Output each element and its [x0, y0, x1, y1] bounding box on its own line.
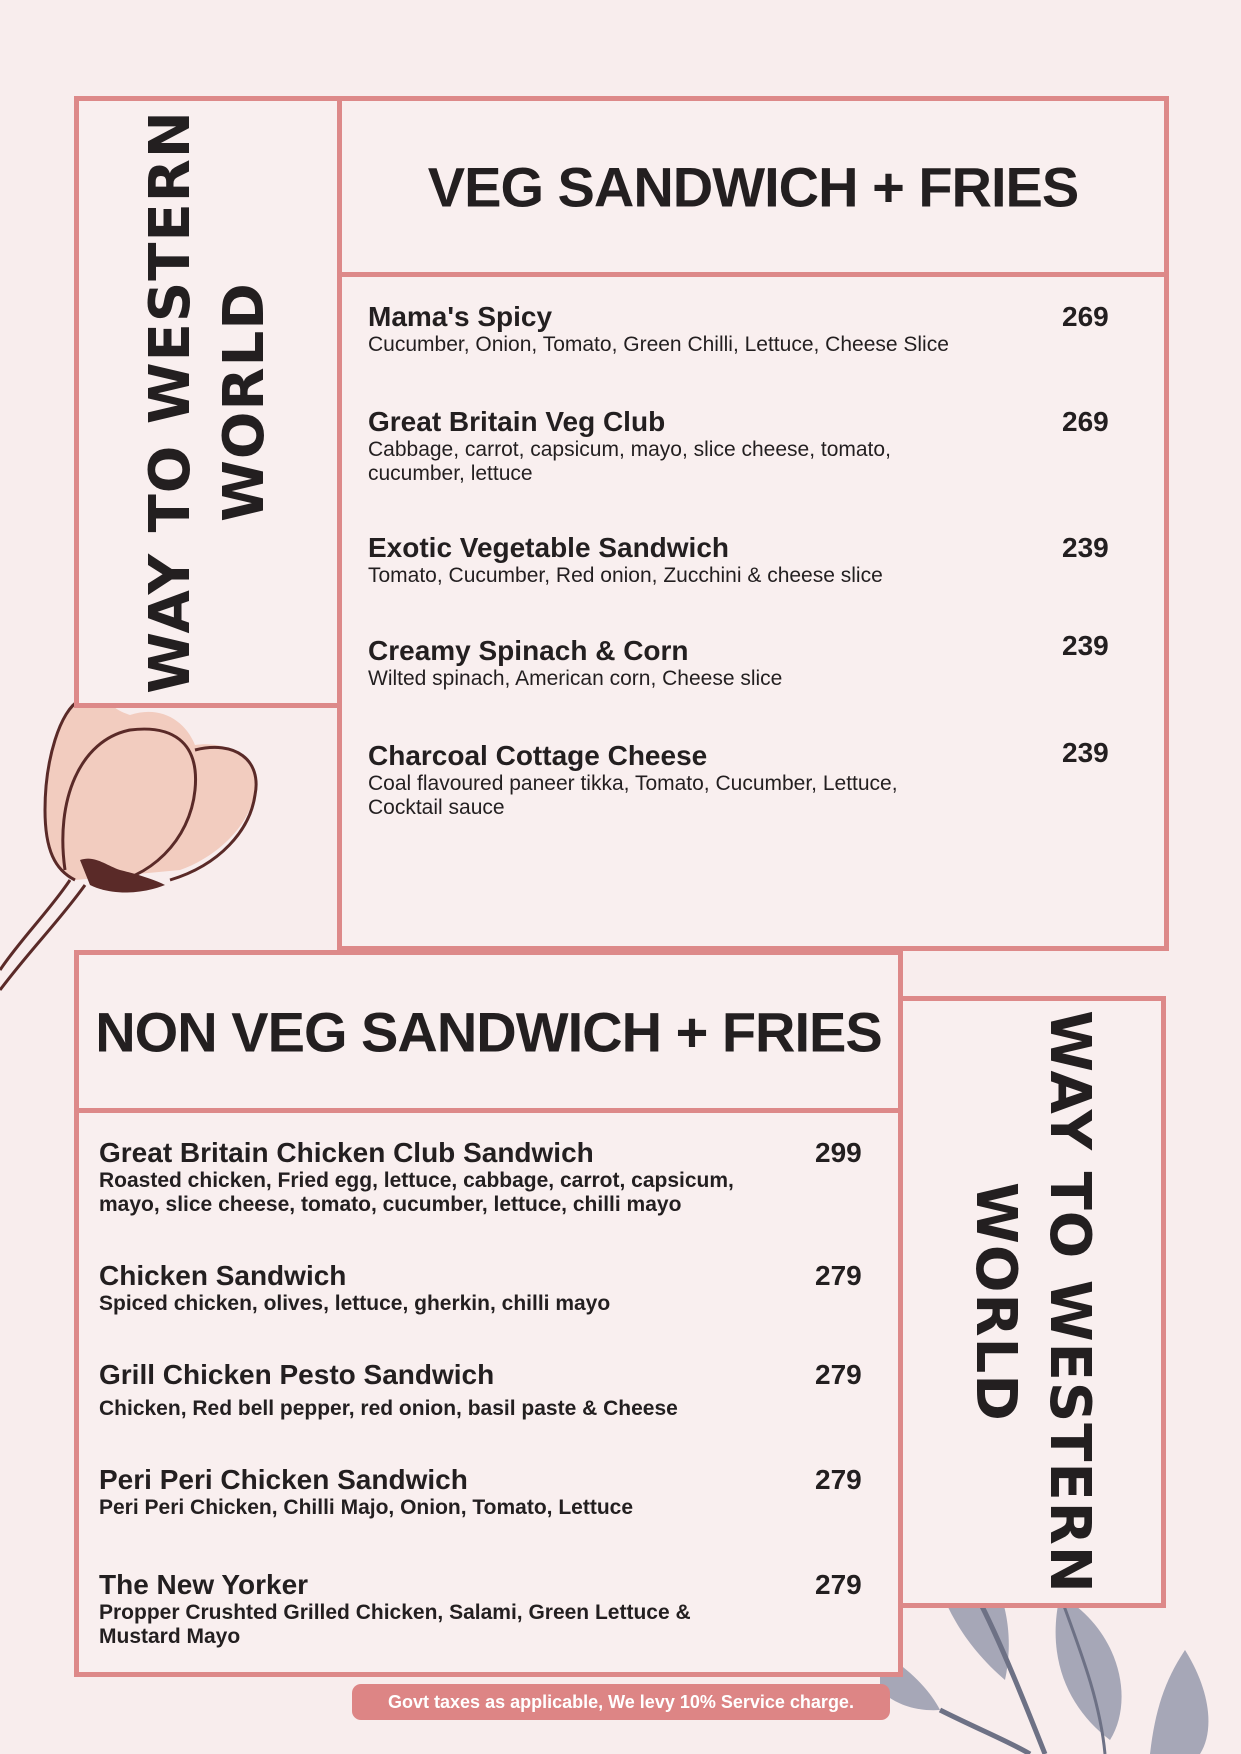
- menu-item: [368, 635, 1048, 691]
- item-name: Peri Peri Chicken Sandwich: [99, 1464, 468, 1495]
- item-price: 279: [815, 1359, 862, 1390]
- menu-item: [99, 1260, 769, 1316]
- item-price: 279: [815, 1569, 862, 1600]
- item-price: 269: [1062, 301, 1109, 332]
- side-label-bottom-line1: WAY TO WESTERN: [1037, 1010, 1102, 1594]
- nonveg-items-box: [74, 1108, 903, 1677]
- item-name: Great Britain Chicken Club Sandwich: [99, 1137, 594, 1168]
- nonveg-section-title: NON VEG SANDWICH + FRIES: [95, 1000, 882, 1063]
- side-label-bottom: [958, 1010, 1106, 1593]
- menu-item: [368, 740, 968, 820]
- veg-title-box: [337, 96, 1169, 277]
- side-label-top-line2: WORLD: [212, 282, 277, 522]
- item-name: Grill Chicken Pesto Sandwich: [99, 1359, 495, 1390]
- item-desc: Cabbage, carrot, capsicum, mayo, slice cheese, tomato, cucumber, lettuce: [368, 438, 891, 485]
- side-label-box-top: [74, 96, 342, 708]
- item-price: 299: [815, 1137, 862, 1168]
- item-name: Charcoal Cottage Cheese: [368, 740, 708, 771]
- item-price: 239: [1062, 532, 1109, 563]
- side-label-top: [134, 110, 282, 693]
- menu-item: [99, 1464, 769, 1520]
- item-price: 279: [815, 1260, 862, 1291]
- item-name: Mama's Spicy: [368, 301, 553, 332]
- item-desc: Roasted chicken, Fried egg, lettuce, cabbage, carrot, capsicum, mayo, slice cheese, tomato, cucumber, lettuce, chilli mayo: [99, 1169, 734, 1216]
- item-desc: Coal flavoured paneer tikka, Tomato, Cucumber, Lettuce, Cocktail sauce: [368, 772, 898, 819]
- item-desc: Chicken, Red bell pepper, red onion, basil paste & Cheese: [99, 1397, 678, 1420]
- side-label-bottom-line2: WORLD: [963, 1182, 1028, 1422]
- item-desc: Peri Peri Chicken, Chilli Majo, Onion, Tomato, Lettuce: [99, 1496, 634, 1519]
- menu-item: [368, 301, 1048, 357]
- menu-item: [99, 1569, 699, 1649]
- item-name: Exotic Vegetable Sandwich: [368, 532, 730, 563]
- item-desc: Spiced chicken, olives, lettuce, gherkin, chilli mayo: [99, 1292, 611, 1315]
- item-name: Chicken Sandwich: [99, 1260, 347, 1291]
- item-price: 239: [1062, 630, 1109, 661]
- item-desc: Propper Crushted Grilled Chicken, Salami, Green Lettuce & Mustard Mayo: [99, 1601, 691, 1648]
- side-label-box-bottom: [898, 996, 1166, 1608]
- item-name: The New Yorker: [99, 1569, 309, 1600]
- menu-item: [368, 406, 948, 486]
- item-price: 239: [1062, 737, 1109, 768]
- item-desc: Tomato, Cucumber, Red onion, Zucchini & cheese slice: [368, 564, 883, 587]
- item-desc: Cucumber, Onion, Tomato, Green Chilli, Lettuce, Cheese Slice: [368, 333, 949, 356]
- item-price: 279: [815, 1464, 862, 1495]
- veg-items-box: [337, 272, 1169, 951]
- veg-section-title: VEG SANDWICH + FRIES: [427, 155, 1079, 218]
- menu-item: [368, 532, 1048, 588]
- menu-item: [99, 1137, 769, 1217]
- service-charge-note: Govt taxes as applicable, We levy 10% Service charge.: [352, 1684, 890, 1720]
- item-price: 269: [1062, 406, 1109, 437]
- item-name: Great Britain Veg Club: [368, 406, 666, 437]
- menu-item: [99, 1359, 769, 1421]
- side-label-top-line1: WAY TO WESTERN: [138, 110, 203, 694]
- item-desc: Wilted spinach, American corn, Cheese slice: [368, 667, 783, 690]
- item-name: Creamy Spinach & Corn: [368, 635, 689, 666]
- nonveg-title-box: [74, 950, 903, 1113]
